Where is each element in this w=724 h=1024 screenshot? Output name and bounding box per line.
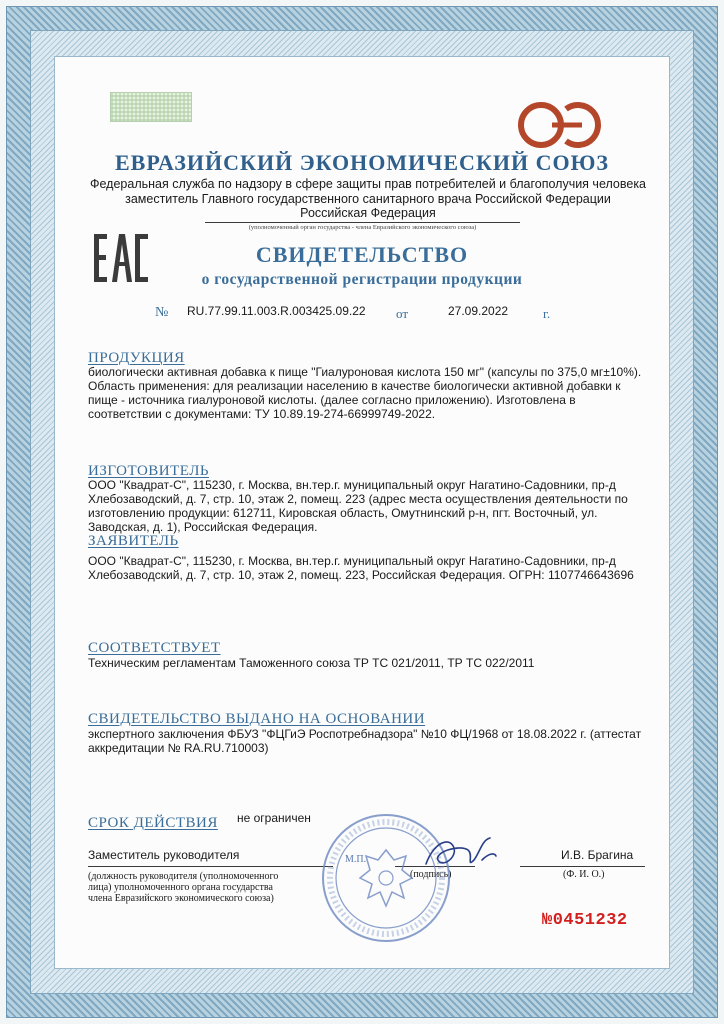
applicant-heading: ЗАЯВИТЕЛЬ [88,533,179,549]
product-text: биологически активная добавка к пище "Гиалуроновая кислота 150 мг" (капсулы по 375,0 мг±10%). Область применения: для реализации населению в качестве биологически активной добавки к пище - источника гиалуроновой кислоты. (далее согласно приложению). Изготовлена в соответствии с документами: ТУ 10.89.19-274-66999749-2022. [88,365,642,421]
manufacturer-heading: ИЗГОТОВИТЕЛЬ [88,463,210,479]
authority-line-2: заместитель Главного государственного санитарного врача Российской Федерации [125,192,611,206]
validity-value: не ограничен [237,811,311,825]
hologram-sticker [110,92,192,122]
validity-heading: СРОК ДЕЙСТВИЯ [88,815,218,831]
manufacturer-text: ООО "Квадрат-С", 115230, г. Москва, вн.тер.г. муниципальный округ Нагатино-Садовники, пр-д Хлебозаводский, д. 7, стр. 10, этаж 2, помещ. 223 (адрес места осуществления деятельности по изготовлению продукции: 612711, Кировская область, Омутнинский р-н, пгт. Восточный, ул. Заводская, д. 1), Российская Федерация. [88,478,628,534]
number-label: № [155,305,169,320]
authority-line-3: Российская Федерация [300,206,436,220]
signatory-name: И.В. Брагина [561,848,634,862]
conforms-text: Техническим регламентам Таможенного союза ТР ТС 021/2011, ТР ТС 022/2011 [88,656,535,670]
conforms-heading: СООТВЕТСТВУЕТ [88,640,221,656]
authority-divider [205,222,520,223]
position-note-2: лица) уполномоченного органа государства [88,882,273,893]
position-note-1: (должность руководителя (уполномоченного [88,871,279,882]
registration-date: 27.09.2022 [448,304,509,318]
signatory-position: Заместитель руководителя [88,848,240,862]
date-label: от [396,306,409,321]
authority-line-1: Федеральная служба по надзору в сфере защиты прав потребителей и благополучия человека [89,177,647,191]
product-heading: ПРОДУКЦИЯ [88,350,185,366]
se-logo-icon [508,100,604,150]
position-rule [88,866,333,867]
name-note: (Ф. И. О.) [563,869,605,880]
basis-heading: СВИДЕТЕЛЬСТВО ВЫДАНО НА ОСНОВАНИИ [88,711,426,727]
document-title: СВИДЕТЕЛЬСТВО [255,242,469,267]
authority-note: (уполномоченный орган государства - члена Евразийского экономического союза) [248,224,477,231]
name-rule [520,866,645,867]
position-note-3: члена Евразийского экономического союза) [88,893,274,904]
basis-text: экспертного заключения ФБУЗ "ФЦГиЭ Роспотребнадзора" №10 ФЦ/1968 от 18.08.2022 г. (аттестат аккредитации № RA.RU.710003) [88,727,642,755]
handwritten-signature-icon [420,830,500,878]
serial-number: №0451232 [542,911,628,930]
signature-note: (подпись) [410,869,452,880]
registration-number: RU.77.99.11.003.R.003425.09.22 [187,304,366,318]
applicant-text: ООО "Квадрат-С", 115230, г. Москва, вн.тер.г. муниципальный округ Нагатино-Садовники, пр-д Хлебозаводский, д. 7, стр. 10, этаж 2, помещ. 223, Российская Федерация. ОГРН: 1107746643696 [88,554,634,582]
year-suffix: г. [543,306,551,321]
mp-label: М.П. [345,854,367,865]
union-name: ЕВРАЗИЙСКИЙ ЭКОНОМИЧЕСКИЙ СОЮЗ [114,150,610,175]
document-subtitle: о государственной регистрации продукции [201,271,523,288]
